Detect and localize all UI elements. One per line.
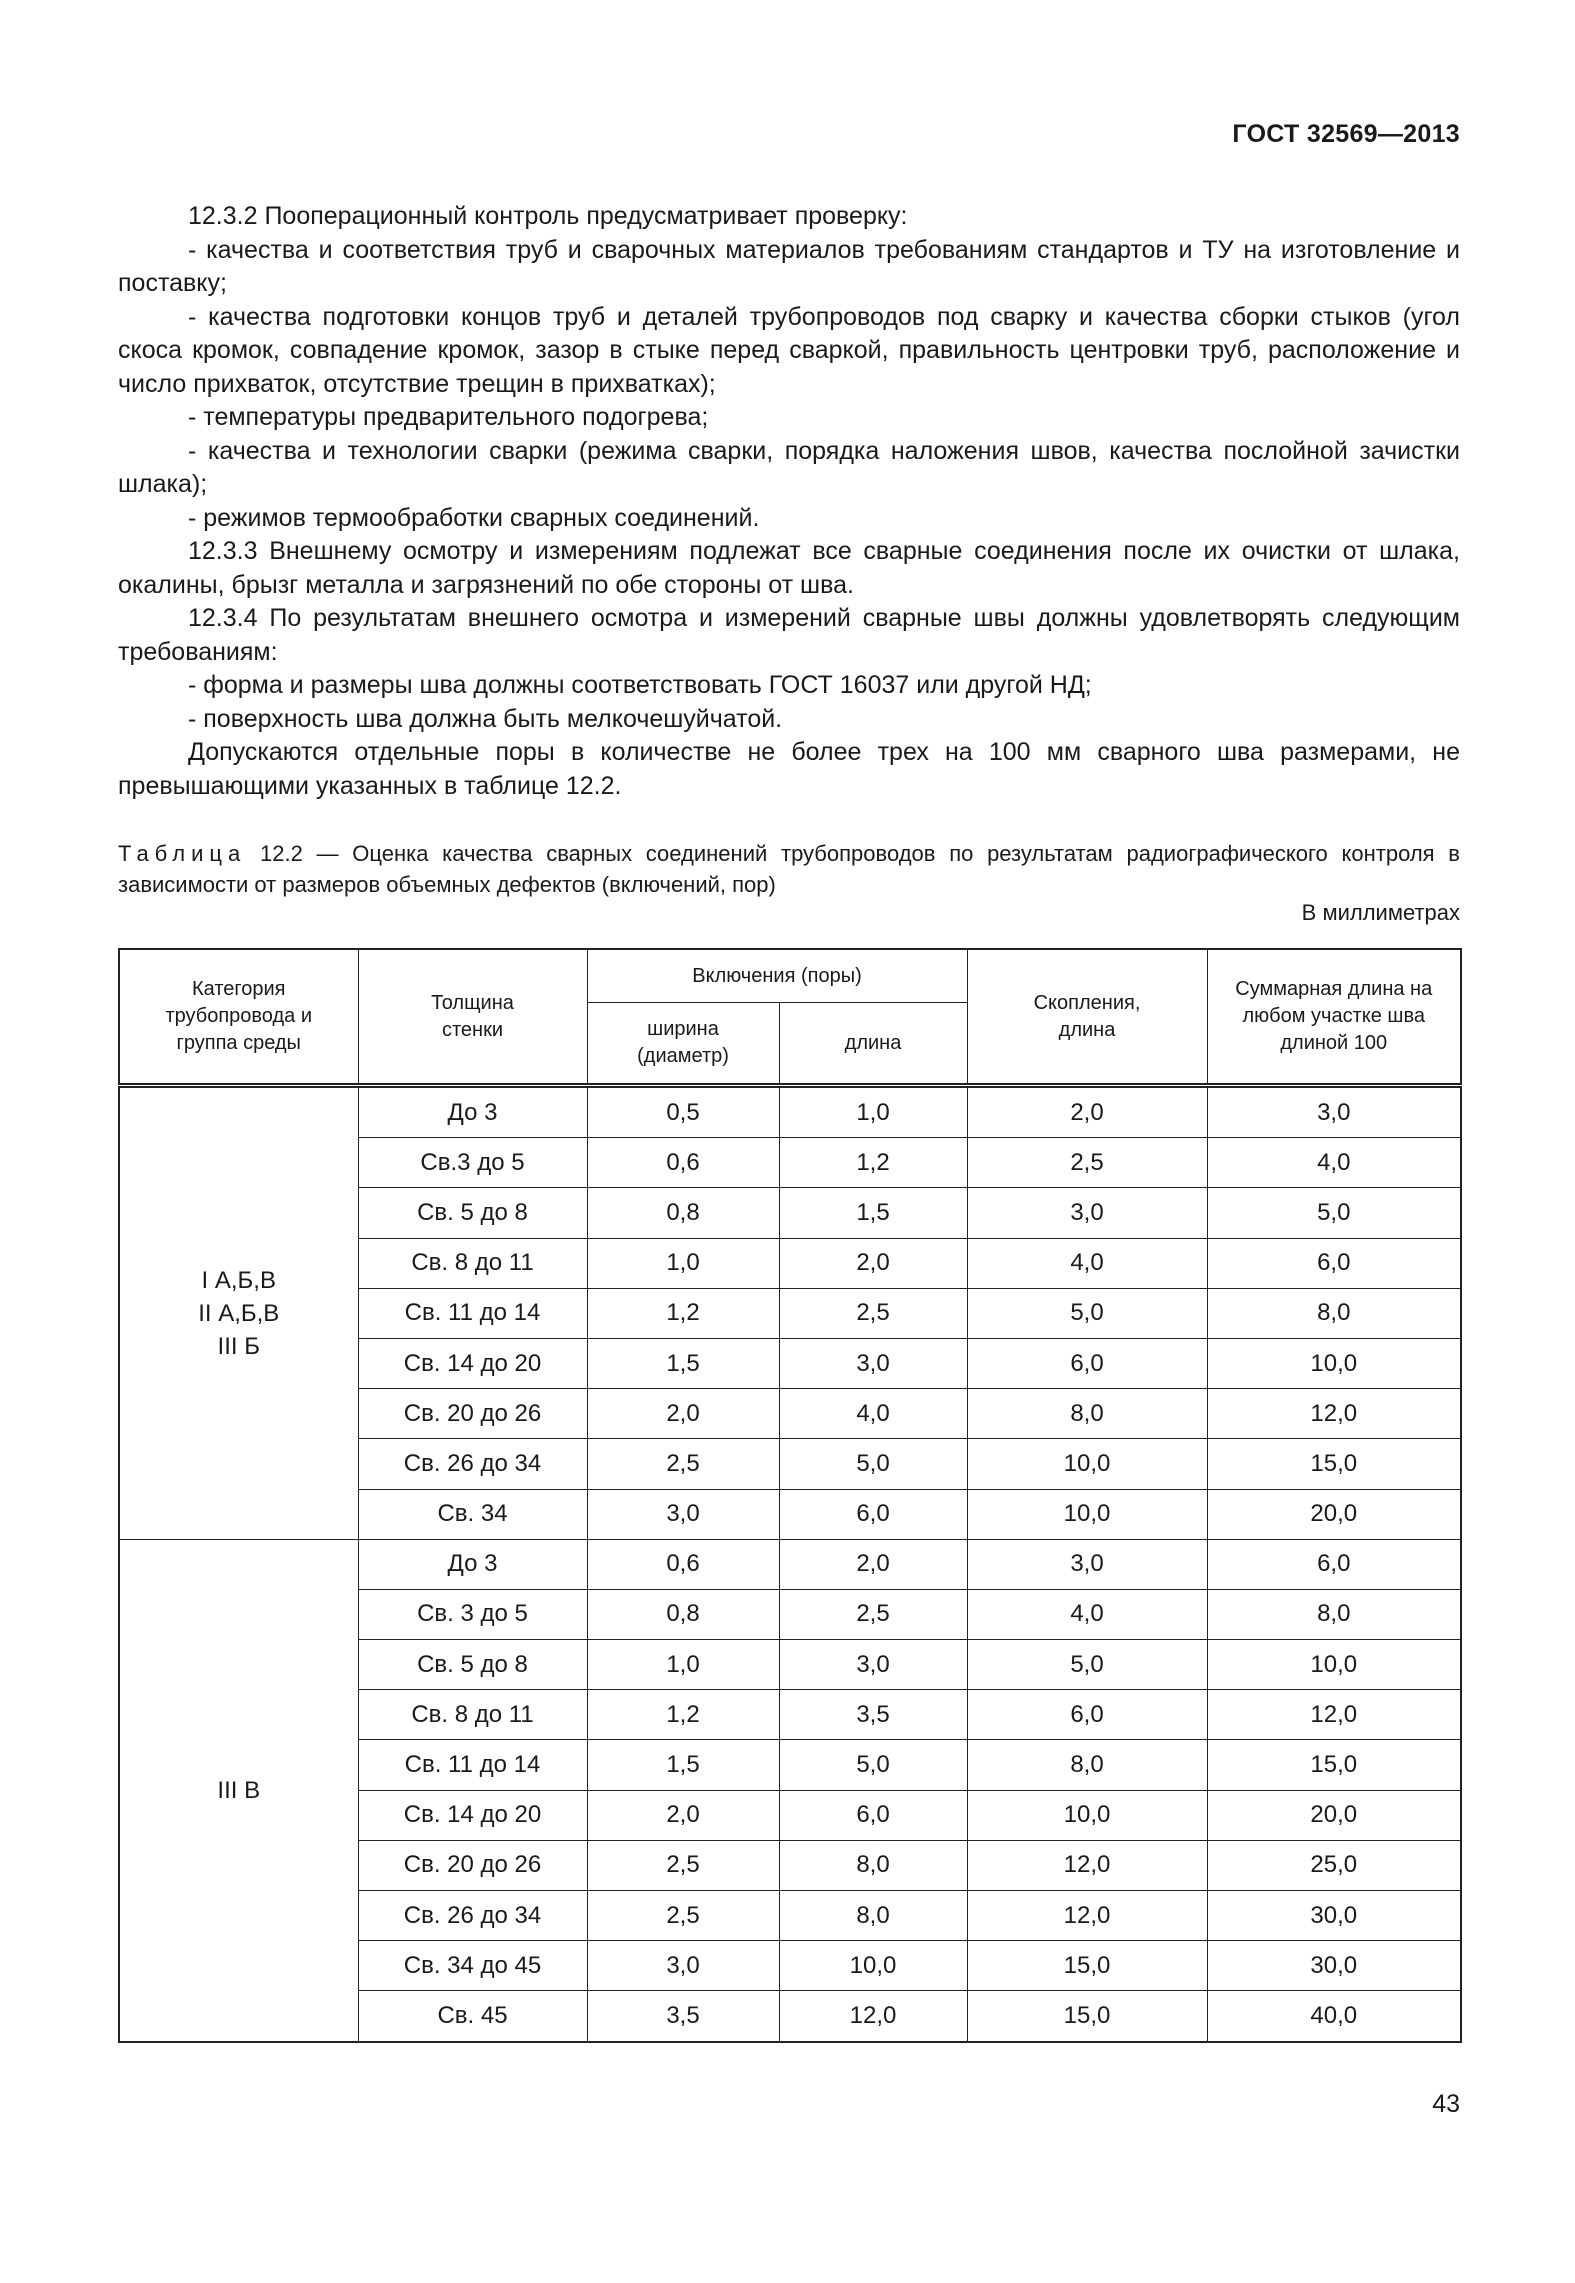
cell-total-length: 12,0 (1207, 1389, 1461, 1439)
cell-length: 8,0 (779, 1891, 967, 1941)
cell-total-length: 3,0 (1207, 1086, 1461, 1138)
body-text (118, 200, 1460, 803)
cell-length: 3,0 (779, 1640, 967, 1690)
cell-width: 2,0 (587, 1389, 779, 1439)
table-caption-text: 12.2 — Оценка качества сварных соединений трубопроводов по результатам радиографического контроля в зависимости от размеров объемных дефектов (включений, пор) (118, 841, 1460, 897)
table-row (119, 1539, 1461, 1589)
cell-clusters: 8,0 (967, 1389, 1207, 1439)
cell-width: 1,0 (587, 1640, 779, 1690)
cell-total-length: 40,0 (1207, 1991, 1461, 2042)
cell-clusters: 5,0 (967, 1640, 1207, 1690)
cell-thickness: Св. 8 до 11 (358, 1690, 587, 1740)
paragraph: 12.3.3 Внешнему осмотру и измерениям подлежат все сварные соединения после их очистки от шлака, окалины, брызг металла и загрязнений по обе стороны от шва. (118, 537, 1460, 599)
cell-total-length: 4,0 (1207, 1138, 1461, 1188)
cell-length: 1,2 (779, 1138, 967, 1188)
cell-clusters: 12,0 (967, 1840, 1207, 1890)
cell-length: 6,0 (779, 1489, 967, 1539)
cell-total-length: 6,0 (1207, 1238, 1461, 1288)
cell-thickness: Св. 45 (358, 1991, 587, 2042)
paragraph: - форма и размеры шва должны соответствовать ГОСТ 16037 или другой НД; (188, 671, 1092, 699)
cell-thickness: Св. 5 до 8 (358, 1640, 587, 1690)
cell-clusters: 15,0 (967, 1991, 1207, 2042)
header-total-length: Суммарная длина на любом участке шва длиной 100 (1207, 949, 1461, 1086)
paragraph: Допускаются отдельные поры в количестве не более трех на 100 мм сварного шва размерами, не превышающими указанных в таблице 12.2. (118, 738, 1460, 800)
cell-category (119, 1086, 358, 1540)
cell-length: 4,0 (779, 1389, 967, 1439)
cell-width: 0,6 (587, 1138, 779, 1188)
paragraph: - поверхность шва должна быть мелкочешуйчатой. (188, 704, 783, 733)
cell-thickness: Св.3 до 5 (358, 1138, 587, 1188)
cell-length: 5,0 (779, 1740, 967, 1790)
cell-total-length: 8,0 (1207, 1288, 1461, 1338)
document-code: ГОСТ 32569—2013 (1232, 120, 1460, 148)
cell-length: 2,5 (779, 1288, 967, 1338)
cell-length: 3,0 (779, 1338, 967, 1388)
cell-width: 2,5 (587, 1439, 779, 1489)
cell-total-length: 20,0 (1207, 1489, 1461, 1539)
paragraph: - температуры предварительного подогрева; (188, 403, 709, 431)
cell-clusters: 4,0 (967, 1238, 1207, 1288)
cell-total-length: 30,0 (1207, 1941, 1461, 1991)
category-line: III В (217, 1776, 261, 1804)
cell-clusters: 4,0 (967, 1589, 1207, 1639)
paragraph: - качества и соответствия труб и сварочных материалов требованиям стандартов и ТУ на изготовление и поставку; (118, 235, 1460, 297)
cell-width: 2,5 (587, 1891, 779, 1941)
cell-length: 1,5 (779, 1188, 967, 1238)
cell-width: 0,6 (587, 1539, 779, 1589)
cell-length: 3,5 (779, 1690, 967, 1740)
paragraph: 12.3.4 По результатам внешнего осмотра и измерений сварные швы должны удовлетворять следующим требованиям: (118, 604, 1460, 666)
cell-thickness: До 3 (358, 1086, 587, 1138)
cell-total-length: 20,0 (1207, 1790, 1461, 1840)
cell-thickness: Св. 26 до 34 (358, 1439, 587, 1489)
cell-clusters: 2,0 (967, 1086, 1207, 1138)
page-number: 43 (1432, 2090, 1460, 2118)
cell-length: 5,0 (779, 1439, 967, 1489)
cell-width: 3,5 (587, 1991, 779, 2042)
cell-length: 2,0 (779, 1539, 967, 1589)
cell-length: 2,0 (779, 1238, 967, 1288)
cell-width: 3,0 (587, 1489, 779, 1539)
paragraph: - качества и технологии сварки (режима сварки, порядка наложения швов, качества послойной зачистки шлака); (118, 436, 1460, 498)
cell-total-length: 15,0 (1207, 1740, 1461, 1790)
cell-clusters: 15,0 (967, 1941, 1207, 1991)
cell-clusters: 8,0 (967, 1740, 1207, 1790)
cell-clusters: 10,0 (967, 1439, 1207, 1489)
header-clusters: Скопления, длина (967, 949, 1207, 1086)
cell-thickness: Св. 20 до 26 (358, 1389, 587, 1439)
cell-thickness: Св. 20 до 26 (358, 1840, 587, 1890)
category-line: III Б (217, 1332, 260, 1360)
cell-clusters: 3,0 (967, 1539, 1207, 1589)
header-category: Категория трубопровода и группа среды (119, 949, 358, 1086)
cell-clusters: 12,0 (967, 1891, 1207, 1941)
cell-thickness: Св. 3 до 5 (358, 1589, 587, 1639)
table-units: В миллиметрах (1301, 900, 1460, 925)
cell-clusters: 5,0 (967, 1288, 1207, 1338)
cell-length: 10,0 (779, 1941, 967, 1991)
cell-width: 1,5 (587, 1740, 779, 1790)
paragraph: - качества подготовки концов труб и деталей трубопроводов под сварку и качества сборки стыков (угол скоса кромок, совпадение кромок, зазор в стыке перед сваркой, правильность центровки труб, расположение и число прихваток, отсутствие трещин в прихватках); (118, 302, 1460, 398)
cell-thickness: Св. 26 до 34 (358, 1891, 587, 1941)
header-length: длина (779, 1003, 967, 1086)
paragraph: - режимов термообработки сварных соединений. (188, 503, 760, 532)
cell-total-length: 15,0 (1207, 1439, 1461, 1489)
cell-length: 12,0 (779, 1991, 967, 2042)
cell-thickness: До 3 (358, 1539, 587, 1589)
cell-thickness: Св. 34 (358, 1489, 587, 1539)
table-row (119, 1086, 1461, 1138)
category-line: II А,Б,В (198, 1299, 280, 1327)
cell-thickness: Св. 8 до 11 (358, 1238, 587, 1288)
cell-thickness: Св. 11 до 14 (358, 1740, 587, 1790)
cell-total-length: 25,0 (1207, 1840, 1461, 1890)
cell-width: 2,0 (587, 1790, 779, 1840)
cell-total-length: 12,0 (1207, 1690, 1461, 1740)
cell-width: 3,0 (587, 1941, 779, 1991)
cell-total-length: 10,0 (1207, 1338, 1461, 1388)
paragraph: 12.3.2 Пооперационный контроль предусматривает проверку: (188, 202, 908, 230)
cell-length: 2,5 (779, 1589, 967, 1639)
cell-category (119, 1539, 358, 2041)
cell-thickness: Св. 5 до 8 (358, 1188, 587, 1238)
cell-thickness: Св. 34 до 45 (358, 1941, 587, 1991)
cell-width: 2,5 (587, 1840, 779, 1890)
table-body (119, 1086, 1461, 2042)
cell-clusters: 2,5 (967, 1138, 1207, 1188)
cell-length: 8,0 (779, 1840, 967, 1890)
table-caption (118, 838, 1460, 900)
cell-width: 0,8 (587, 1589, 779, 1639)
cell-clusters: 10,0 (967, 1489, 1207, 1539)
cell-thickness: Св. 11 до 14 (358, 1288, 587, 1338)
header-thickness: Толщина стенки (358, 949, 587, 1086)
cell-total-length: 30,0 (1207, 1891, 1461, 1941)
cell-width: 1,5 (587, 1338, 779, 1388)
category-line: I А,Б,В (201, 1266, 276, 1294)
cell-clusters: 6,0 (967, 1690, 1207, 1740)
cell-thickness: Св. 14 до 20 (358, 1790, 587, 1840)
cell-total-length: 5,0 (1207, 1188, 1461, 1238)
quality-table (118, 948, 1462, 2043)
cell-clusters: 6,0 (967, 1338, 1207, 1388)
cell-width: 1,0 (587, 1238, 779, 1288)
table-caption-label: Таблица (118, 841, 247, 866)
cell-width: 1,2 (587, 1288, 779, 1338)
cell-width: 1,2 (587, 1690, 779, 1740)
header-width: ширина (диаметр) (587, 1003, 779, 1086)
cell-clusters: 10,0 (967, 1790, 1207, 1840)
cell-thickness: Св. 14 до 20 (358, 1338, 587, 1388)
cell-total-length: 8,0 (1207, 1589, 1461, 1639)
header-inclusions: Включения (поры) (587, 949, 967, 1003)
cell-width: 0,5 (587, 1086, 779, 1138)
cell-total-length: 6,0 (1207, 1539, 1461, 1589)
cell-length: 1,0 (779, 1086, 967, 1138)
cell-clusters: 3,0 (967, 1188, 1207, 1238)
cell-width: 0,8 (587, 1188, 779, 1238)
cell-length: 6,0 (779, 1790, 967, 1840)
cell-total-length: 10,0 (1207, 1640, 1461, 1690)
